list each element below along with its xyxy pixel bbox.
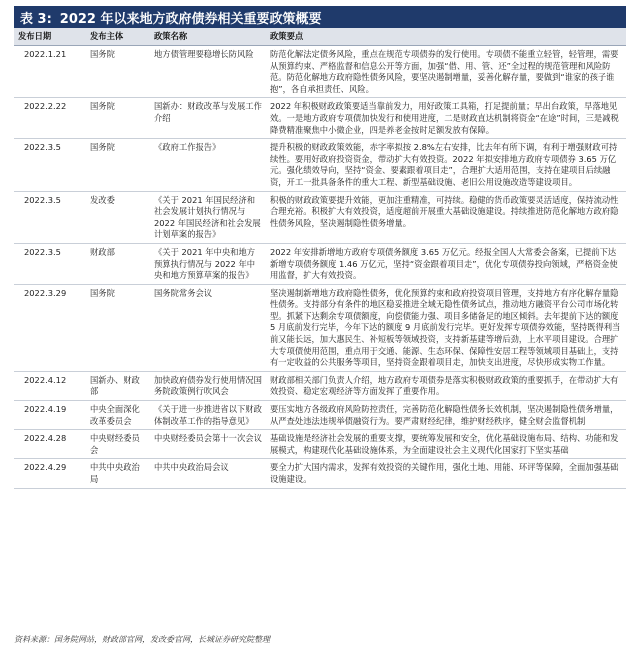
- header-policy-name: 政策名称: [150, 28, 266, 46]
- table-row: [14, 371, 626, 400]
- table-row: [14, 191, 626, 243]
- cell-subject: 国务院: [86, 98, 150, 139]
- table-number: 表 3:: [20, 11, 52, 27]
- cell-policy-name: 国务院常务会议: [150, 284, 266, 371]
- table-row: [14, 284, 626, 371]
- cell-subject: 国新办、财政部: [86, 371, 150, 400]
- cell-policy-points: 2022 年积极财政政策要适当靠前发力，用好政策工具箱，打足提前量；早出台政策，早落地见效。一是地方政府专项债加快发行和使用进度，二是财政直达机制将资金“在途”时间，三是减税降费精准聚焦中小微企业，四是养老金按时足额发放有保障。: [266, 98, 626, 139]
- cell-date: 2022.4.19: [14, 401, 86, 430]
- header-subject: 发布主体: [86, 28, 150, 46]
- cell-subject: 国务院: [86, 139, 150, 191]
- cell-subject: 国务院: [86, 284, 150, 371]
- cell-policy-points: 要压实地方各级政府风险防控责任，完善防范化解隐性债务长效机制，坚决遏制隐性债务增量，从严查处违法违规举债融资行为。要严肃财经纪律，维护财经秩序，健全财会监督机制: [266, 401, 626, 430]
- cell-date: 2022.3.5: [14, 191, 86, 243]
- cell-policy-name: 《关于进一步推进省以下财政体制改革工作的指导意见》: [150, 401, 266, 430]
- cell-subject: 发改委: [86, 191, 150, 243]
- cell-policy-name: 中共中央政治局会议: [150, 459, 266, 488]
- cell-policy-points: 2022 年安排新增地方政府专项债务额度 3.65 万亿元。经报全国人大常委会备案，已提前下达新增专项债务额度 1.46 万亿元，坚持“资金跟着项目走”，优化专项债券投向领域，严格资金使用监督，扩大有效投资。: [266, 243, 626, 284]
- table-row: [14, 139, 626, 191]
- cell-date: 2022.3.29: [14, 284, 86, 371]
- cell-policy-name: 《关于 2021 年中央和地方预算执行情况与 2022 年中央和地方预算草案的报告》: [150, 243, 266, 284]
- table-title: 2022 年以来地方政府债券相关重要政策概要: [59, 11, 322, 27]
- cell-policy-points: 坚决遏制新增地方政府隐性债务，优化预算约束和政府投资项目管理，支持地方有序化解存量隐性债务。支持部分有条件的地区稳妥推进全域无隐性债务试点，推动地方融资平台公司市场化转型。抓紧下达剩余专项债额度，向偿债能力强、项目多储备足的地区倾斜。去年提前下达的额度 5 月底前发行完毕，今年下达的额度 9 月底前发行完毕。更好发挥专项债券效能，坚持既得利当前又能长远，加大惠民生、补短板等领域投资，支持新基建等增后劲，上水平项目建设。合理扩大专项债使用范围，重点用于交通、能源、生态环保、保障性安居工程等领域项目基础上，支持有一定收益的公共服务等项目，坚持资金跟着项目走，加快支出进度，尽快形成实物工作量。: [266, 284, 626, 371]
- cell-subject: 中央全面深化改革委员会: [86, 401, 150, 430]
- table-row: [14, 243, 626, 284]
- cell-subject: 国务院: [86, 46, 150, 98]
- cell-date: 2022.3.5: [14, 139, 86, 191]
- table-row: [14, 46, 626, 98]
- table-header-row: [14, 28, 626, 46]
- cell-policy-name: 《政府工作报告》: [150, 139, 266, 191]
- table-row: [14, 430, 626, 459]
- cell-policy-points: 积极的财政政策要提升效能，更加注重精准，可持续。稳健的货币政策要灵活适度，保持流动性合理充裕。积极扩大有效投资，适度超前开展重大基础设施建设。持续推进防范化解地方政府隐性债务风险，坚决遏制隐性债务增量。: [266, 191, 626, 243]
- cell-policy-points: 提升积极的财政政策效能，赤字率拟按 2.8%左右安排，比去年有所下调，有利于增强财政可持续性。要用好政府投资资金，带动扩大有效投资。2022 年拟安排地方政府专项债券 3.65 万亿元。强化绩效导向，坚持“资金、要素跟着项目走”，合理扩大适用范围，支持在建项目后续融资，开工一批具备条件的重大工程、新型基础设施、老旧公用设施改造等建设项目。: [266, 139, 626, 191]
- cell-policy-name: 中央财经委员会第十一次会议: [150, 430, 266, 459]
- cell-policy-points: 财政部相关部门负责人介绍，地方政府专项债券是落实积极财政政策的重要抓手，在带动扩大有效投资、稳定宏观经济等方面发挥了重要作用。: [266, 371, 626, 400]
- cell-date: 2022.4.29: [14, 459, 86, 488]
- cell-policy-name: 《关于 2021 年国民经济和社会发展计划执行情况与 2022 年国民经济和社会发展计划草案的报告》: [150, 191, 266, 243]
- table-row: [14, 401, 626, 430]
- cell-policy-points: 要全力扩大国内需求，发挥有效投资的关键作用，强化土地、用能、环评等保障，全面加强基础设施建设。: [266, 459, 626, 488]
- cell-date: 2022.3.5: [14, 243, 86, 284]
- cell-policy-points: 防范化解法定债务风险，重点在规范专项债券的发行使用。专项债不能重立轻管，轻管理，需要从预算约束、严格监督和信息公开等方面，加强“借、用、管、还”全过程的规范管理和风险防范。防范化解地方政府隐性债务风险，要坚决遏制增量，妥善化解存量，要做到“谁家的孩子谁抱”，各自承担责任、风险。: [266, 46, 626, 98]
- cell-subject: 中共中央政治局: [86, 459, 150, 488]
- header-date: 发布日期: [14, 28, 86, 46]
- cell-date: 2022.4.12: [14, 371, 86, 400]
- cell-date: 2022.2.22: [14, 98, 86, 139]
- cell-policy-name: 地方债管理要稳增长防风险: [150, 46, 266, 98]
- header-policy-points: 政策要点: [266, 28, 626, 46]
- policy-table-container: [14, 28, 626, 489]
- table-row: [14, 459, 626, 488]
- table-row: [14, 98, 626, 139]
- cell-date: 2022.4.28: [14, 430, 86, 459]
- cell-date: 2022.1.21: [14, 46, 86, 98]
- source-note: 资料来源：国务院网站，财政部官网，发改委官网，长城证券研究院整理: [14, 635, 270, 644]
- cell-policy-name: 加快政府债券发行使用情况国务院政策例行吹风会: [150, 371, 266, 400]
- cell-policy-points: 基础设施是经济社会发展的重要支撑，要统筹发展和安全，优化基础设施布局、结构、功能和发展模式，构建现代化基础设施体系，为全面建设社会主义现代化国家打下坚实基础: [266, 430, 626, 459]
- cell-subject: 财政部: [86, 243, 150, 284]
- cell-subject: 中央财经委员会: [86, 430, 150, 459]
- policy-table: [14, 28, 626, 489]
- table-title-bar: [14, 6, 626, 28]
- cell-policy-name: 国新办：财政改革与发展工作介绍: [150, 98, 266, 139]
